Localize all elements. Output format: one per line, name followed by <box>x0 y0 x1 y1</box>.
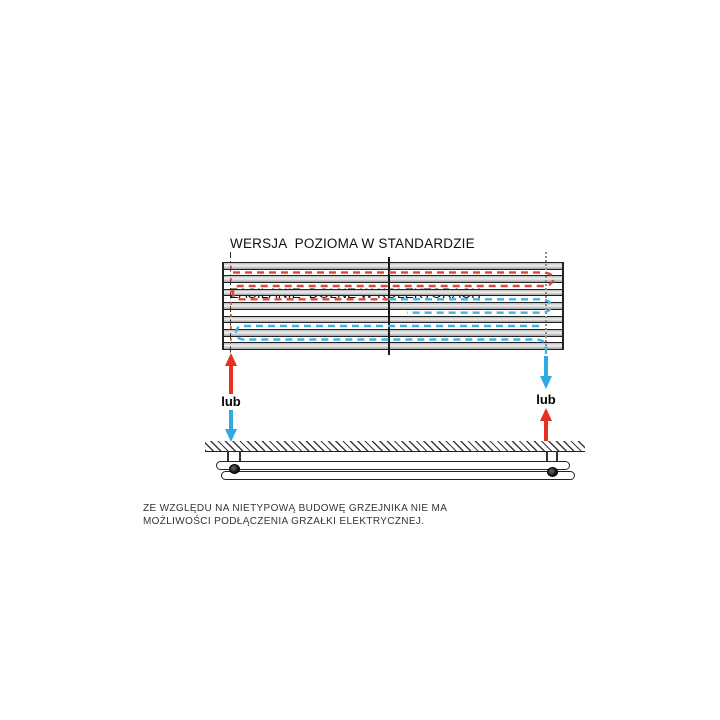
title-line-1: WERSJA POZIOMA W STANDARDZIE <box>230 236 475 251</box>
pipe-fitting-left <box>229 464 240 474</box>
radiator-tube <box>224 262 562 270</box>
collector-tube-bottom <box>221 471 575 480</box>
left-axis-dash-line <box>230 252 231 362</box>
supply-arrow-up-right-stem <box>544 419 548 441</box>
return-arrow-down-right-stem <box>544 356 548 377</box>
radiator-tube <box>224 342 562 350</box>
right-axis-dotted-line <box>545 252 547 366</box>
or-label-right: lub <box>536 392 556 407</box>
note-line-1: ZE WZGLĘDU NA NIETYPOWĄ BUDOWĘ GRZEJNIKA NIE MA <box>143 503 448 514</box>
floor-hatch <box>205 441 585 452</box>
pipe-fitting-right <box>547 467 558 477</box>
supply-arrow-up-left-stem <box>229 364 233 394</box>
return-arrow-down-left-stem <box>229 410 233 430</box>
return-arrow-down-right-icon <box>540 376 552 389</box>
radiator-tube <box>224 275 562 283</box>
radiator-front-view <box>222 262 564 350</box>
radiator-tube <box>224 289 562 297</box>
or-label-left: lub <box>221 394 241 409</box>
note-text <box>143 502 447 528</box>
radiator-tube <box>224 316 562 324</box>
note-line-2: MOŻLIWOŚCI PODŁĄCZENIA GRZAŁKI ELEKTRYCZNEJ. <box>143 516 425 527</box>
radiator-tube <box>224 329 562 337</box>
collector-tube-top <box>216 461 570 470</box>
radiator-tube <box>224 302 562 310</box>
radiator-center-divider <box>388 257 390 355</box>
